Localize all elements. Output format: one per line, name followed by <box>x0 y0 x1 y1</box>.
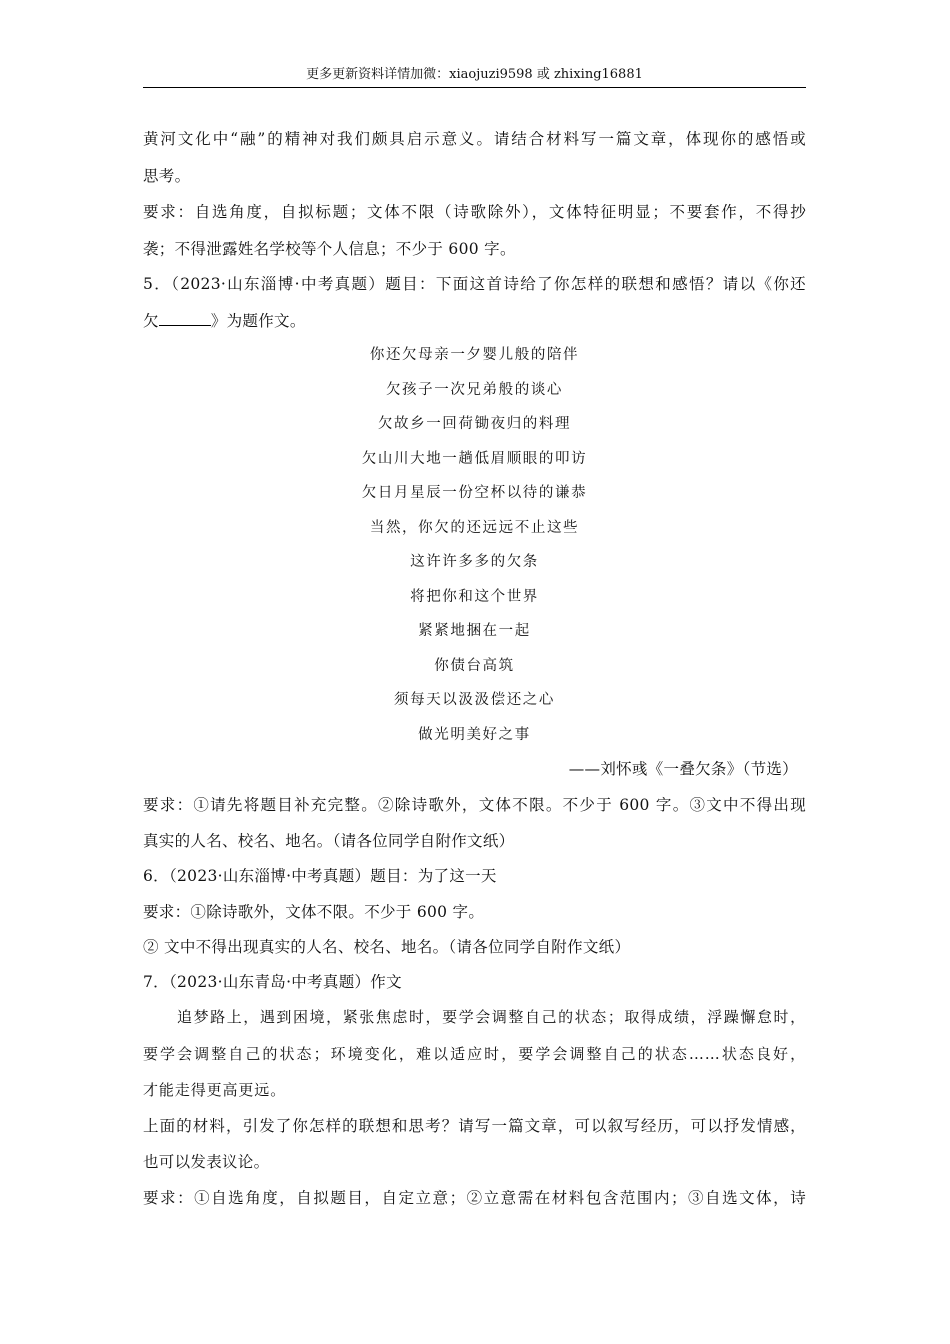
q5-requirement-1: 要求：①请先将题目补充完整。②除诗歌外，文体不限。不少于 600 字。③文中不得出现 <box>143 796 806 814</box>
poem-line: 这许许多多的欠条 <box>410 554 539 570</box>
q7-requirement: 要求：①自选角度，自拟题目，自定立意；②立意需在材料包含范围内；③自选文体，诗 <box>143 1189 806 1207</box>
intro-requirement-1: 要求：自选角度，自拟标题；文体不限（诗歌除外），文体特征明显；不要套作，不得抄 <box>143 203 806 221</box>
q5-title-prefix: 欠 <box>143 312 159 330</box>
poem-attribution: ——刘怀彧《一叠欠条》（节选） <box>568 760 798 778</box>
poem-line: 你债台高筑 <box>434 658 515 674</box>
q7-material-line-3: 才能走得更高更远。 <box>143 1081 287 1099</box>
q7-material-line-1: 追梦路上，遇到困境，紧张焦虑时，要学会调整自己的状态；取得成绩，浮躁懈怠时， <box>177 1008 806 1026</box>
poem-line: 当然，你欠的还远远不止这些 <box>369 520 580 536</box>
q6-prompt: 6．（2023·山东淄博·中考真题）题目：为了这一天 <box>143 867 497 885</box>
q5-prompt-line-2 <box>143 311 806 331</box>
header-divider <box>143 87 806 88</box>
poem-line: 将把你和这个世界 <box>410 589 539 605</box>
poem-line: 欠山川大地一趟低眉顺眼的叩访 <box>361 451 588 467</box>
poem-line: 欠故乡一回荷锄夜归的料理 <box>377 416 572 432</box>
page-header: 更多更新资料详情加微：xiaojuzi9598 或 zhixing16881 <box>306 67 643 82</box>
poem-line: 你还欠母亲一夕婴儿般的陪伴 <box>369 347 580 363</box>
poem-line: 欠日月星辰一份空杯以待的谦恭 <box>361 485 588 501</box>
poem-line: 须每天以汲汲偿还之心 <box>394 692 555 708</box>
q5-requirement-2: 真实的人名、校名、地名。（请各位同学自附作文纸） <box>143 832 515 850</box>
intro-line-2: 思考。 <box>143 167 191 185</box>
q7-instruction-line-2: 也可以发表议论。 <box>143 1153 270 1171</box>
intro-requirement-2: 袭；不得泄露姓名学校等个人信息；不少于 600 字。 <box>143 240 516 258</box>
q5-prompt-line-1: 5．（2023·山东淄博·中考真题）题目：下面这首诗给了你怎样的联想和感悟？请以《你还 <box>143 275 806 293</box>
q5-title-suffix: 》为题作文。 <box>210 312 306 330</box>
poem-line: 紧紧地捆在一起 <box>418 623 531 639</box>
poem-line: 欠孩子一次兄弟般的谈心 <box>385 382 564 398</box>
q7-material-line-2: 要学会调整自己的状态；环境变化，难以适应时，要学会调整自己的状态……状态良好， <box>143 1045 806 1063</box>
q6-requirement-1: 要求：①除诗歌外，文体不限。不少于 600 字。 <box>143 903 485 921</box>
q7-prompt: 7．（2023·山东青岛·中考真题）作文 <box>143 973 402 991</box>
q7-instruction-line-1: 上面的材料，引发了你怎样的联想和思考？请写一篇文章，可以叙写经历，可以抒发情感， <box>143 1117 806 1135</box>
q6-requirement-2: ② 文中不得出现真实的人名、校名、地名。（请各位同学自附作文纸） <box>143 938 631 956</box>
title-blank <box>159 311 211 326</box>
poem-line: 做光明美好之事 <box>418 727 531 743</box>
intro-line-1: 黄河文化中“融”的精神对我们颇具启示意义。请结合材料写一篇文章，体现你的感悟或 <box>143 130 806 148</box>
